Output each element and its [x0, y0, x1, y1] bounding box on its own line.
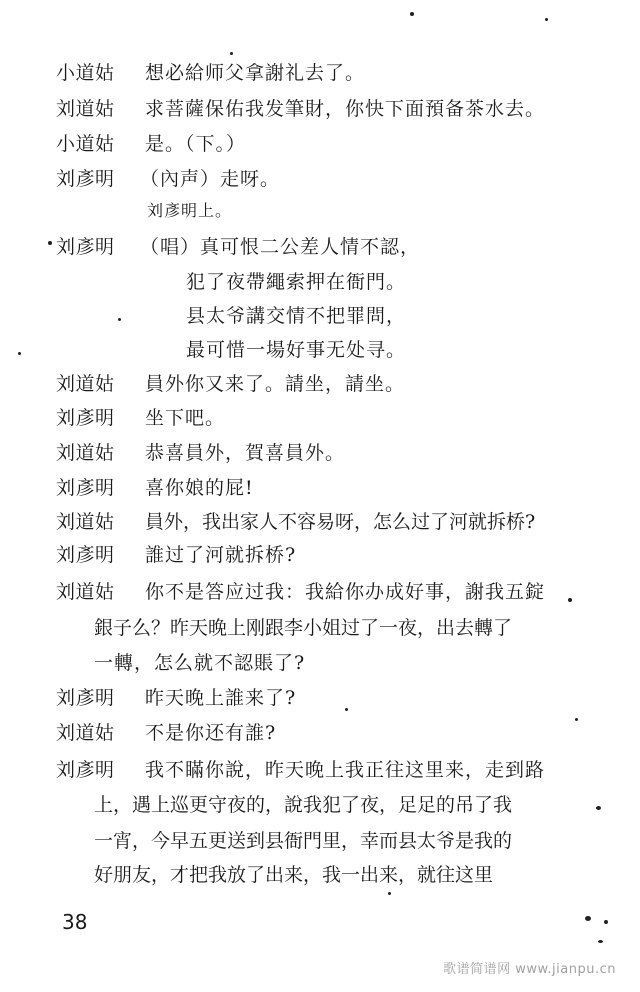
line-text: 犯了夜帶繩索押在衙門。 [186, 271, 407, 293]
speaker-label: 小道姑 [56, 62, 115, 84]
line-text: 我不瞞你說，昨天晚上我正往这里来，走到路 [145, 759, 546, 781]
speaker-label: 刘道姑 [56, 722, 115, 744]
speaker-label: 刘彥明 [56, 407, 115, 429]
speaker-label: 刘道姑 [56, 511, 115, 533]
line-text: 最可惜一場好事无处寻。 [186, 339, 407, 361]
speaker-label: 刘道姑 [56, 581, 115, 603]
scan-speck [345, 708, 348, 711]
scan-speck [604, 920, 608, 924]
scan-speck [118, 318, 121, 321]
speaker-label: 刘彥明 [56, 168, 115, 190]
speaker-label: 刘道姑 [56, 98, 115, 120]
scan-speck [48, 241, 52, 245]
speaker-label: 刘彥明 [56, 236, 115, 258]
line-text: 坐下吧。 [145, 407, 226, 429]
scan-speck [568, 598, 572, 602]
speaker-label: 刘道姑 [56, 442, 115, 464]
scan-speck [545, 18, 548, 21]
line-text: 好朋友，才把我放了出来，我一出来，就往这里 [94, 864, 494, 886]
scan-speck [585, 916, 591, 921]
line-text: 县太爷講交情不把罪問， [186, 305, 407, 327]
line-text: 昨天晚上誰来了? [145, 687, 297, 709]
speaker-label: 刘彥明 [56, 687, 115, 709]
watermark: 歌谱简谱网 www.jianpu.cn [443, 962, 616, 977]
line-text: 一轉，怎么就不認賬了? [94, 652, 306, 674]
line-text: 銀子么？昨天晚上刚跟李小姐过了一夜，出去轉了 [94, 617, 513, 639]
line-text: 是。（下。） [145, 133, 247, 155]
line-text: 刘彥明上。 [147, 201, 233, 220]
line-text: 一宵，今早五更送到县衙門里，幸而县太爷是我的 [94, 830, 513, 852]
line-text: 不是你还有誰? [145, 722, 277, 744]
line-text: 員外你又来了。請坐，請坐。 [145, 373, 406, 395]
line-text: 喜你娘的屁! [145, 477, 254, 499]
page-number: 38 [62, 910, 88, 934]
speaker-label: 刘彥明 [56, 544, 115, 566]
scan-speck [230, 52, 233, 55]
line-text: （唱）真可恨二公差人情不認， [140, 236, 421, 258]
speaker-label: 刘道姑 [56, 373, 115, 395]
line-text: 你不是答应过我：我給你办成好事，謝我五錠 [145, 581, 546, 603]
scan-speck [596, 806, 601, 810]
line-text: 員外，我出家人不容易呀，怎么过了河就拆桥? [145, 511, 536, 533]
line-text: 恭喜員外，賀喜員外。 [145, 442, 346, 464]
line-text: （內声）走呀。 [140, 168, 281, 190]
speaker-label: 小道姑 [56, 133, 115, 155]
line-text: 上，遇上巡更守夜的，說我犯了夜，足足的吊了我 [94, 794, 513, 816]
scan-speck [410, 12, 414, 16]
line-text: 誰过了河就拆桥? [145, 544, 297, 566]
scan-speck [18, 352, 21, 355]
line-text: 想必給师父拿謝礼去了。 [145, 62, 366, 84]
scan-speck [575, 718, 578, 721]
scan-speck [598, 940, 603, 943]
speaker-label: 刘彥明 [56, 759, 115, 781]
speaker-label: 刘彥明 [56, 477, 115, 499]
scan-speck [388, 892, 391, 895]
line-text: 求菩薩保佑我发筆財，你快下面預备茶水去。 [145, 98, 546, 120]
